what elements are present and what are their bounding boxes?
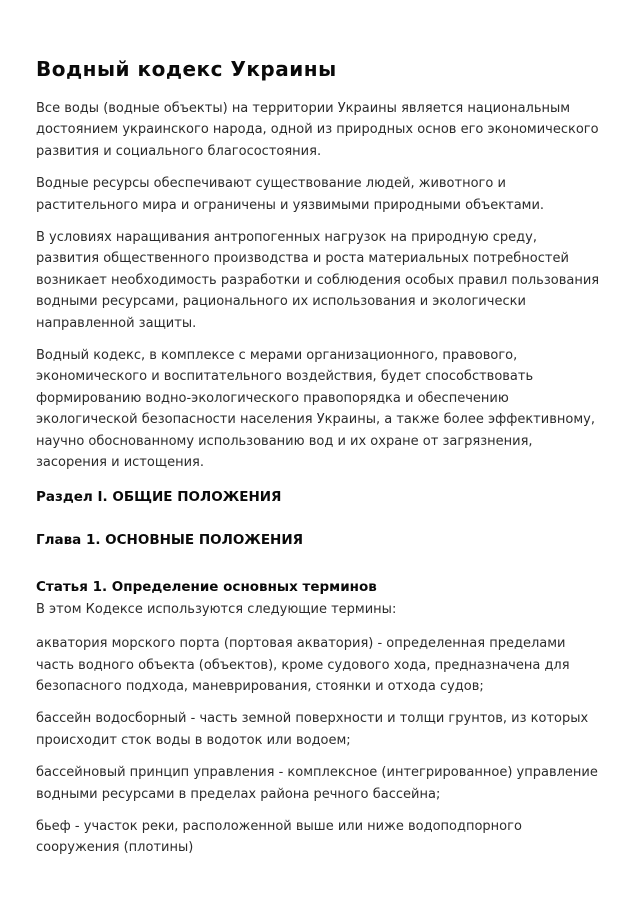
- intro-paragraph-2: Водные ресурсы обеспечивают существование людей, животного и растительного мира и ограничены и уязвимыми природными объектами.: [36, 176, 545, 213]
- term-definition-bief: бьеф - участок реки, расположенной выше или ниже водоподпорного сооружения (плотины): [36, 818, 522, 856]
- article-heading: Статья 1. Определение основных терминов: [36, 579, 377, 596]
- term-definition-basseinovy-printsip: бассейновый принцип управления - комплексное (интегрированное) управление водными ресурсами в пределах района речного бассейна;: [36, 765, 598, 802]
- chapter-heading: Глава 1. ОСНОВНЫЕ ПОЛОЖЕНИЯ: [36, 531, 304, 548]
- term-definition-bassein-vodosborny: бассейн водосборный - часть земной поверхности и толщи грунтов, из которых происходит сток воды в водоток или водоем;: [36, 711, 589, 748]
- term-definition-akvatoriya: акватория морского порта (портовая акватория) - определенная пределами часть водного объекта (объектов), кроме судового хода, предназначена для безопасного подхода, маневрирования, стоянки и отхода судов;: [36, 636, 570, 694]
- article-intro-line: В этом Кодексе используются следующие термины:: [36, 601, 397, 617]
- document-title: Водный кодекс Украины: [36, 57, 337, 81]
- intro-paragraph-4: Водный кодекс, в комплексе с мерами организационного, правового, экономического и воспитательного воздействия, будет способствовать формированию водно-экологического правопорядка и обеспечению экологической безопасности населения Украины, а также более эффективному, научно обоснованному использованию вод и их охране от загрязнения, засорения и истощения.: [36, 348, 595, 471]
- intro-paragraph-1: Все воды (водные объекты) на территории Украины является национальным достоянием украинского народа, одной из природных основ его экономического развития и социального благосостояния.: [36, 101, 599, 159]
- section-heading: Раздел I. ОБЩИЕ ПОЛОЖЕНИЯ: [36, 488, 282, 505]
- intro-paragraph-3: В условиях наращивания антропогенных нагрузок на природную среду, развития общественного производства и роста материальных потребностей возникает необходимость разработки и соблюдения особых правил пользования водными ресурсами, рационального их использования и экологически направленной защиты.: [36, 230, 600, 331]
